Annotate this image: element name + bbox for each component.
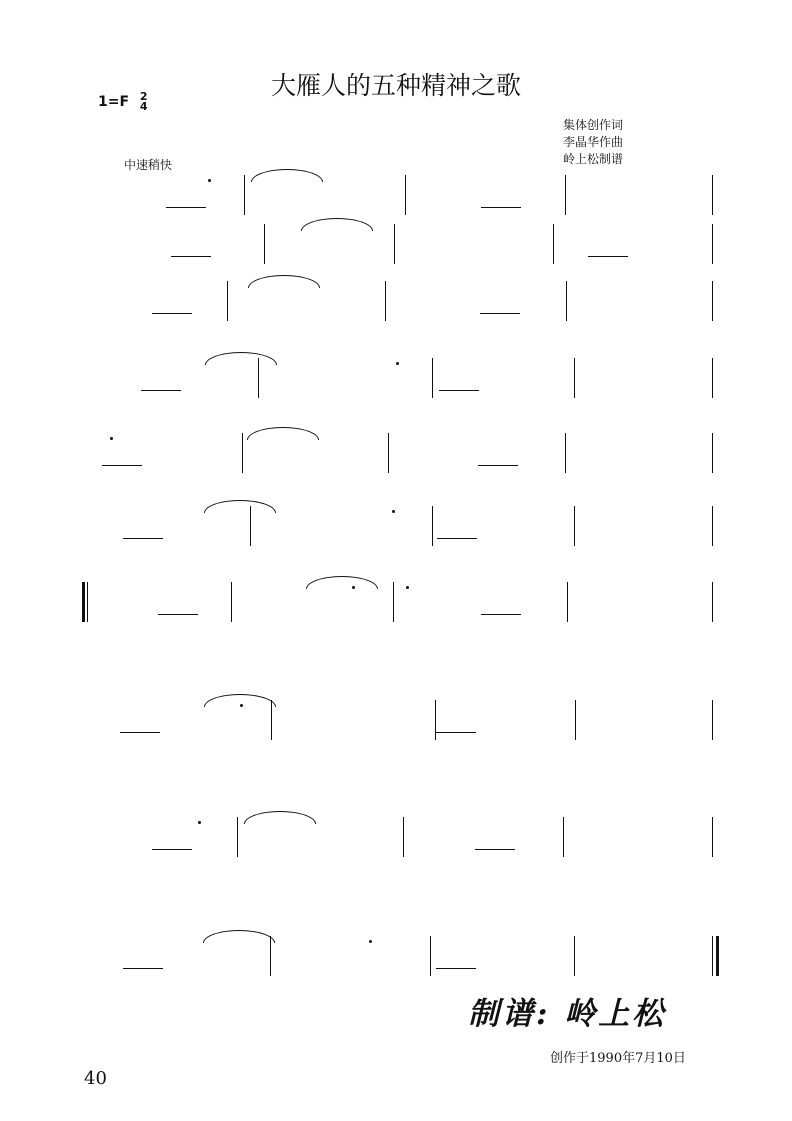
composer-credit: 李晶华作曲 — [563, 135, 624, 149]
bar-line — [385, 281, 386, 321]
bar-line — [432, 506, 433, 546]
rhythm-underline — [171, 256, 211, 257]
rhythm-underline — [141, 390, 181, 391]
bar-line — [712, 175, 713, 215]
slur — [205, 352, 277, 365]
slur — [204, 500, 276, 513]
bar-line — [405, 175, 406, 215]
bar-line — [712, 433, 713, 473]
octave-dot — [396, 362, 399, 365]
bar-line — [712, 817, 713, 857]
bar-line — [712, 224, 713, 264]
slur — [248, 275, 320, 288]
octave-dot — [240, 704, 243, 707]
bar-line — [432, 358, 433, 398]
rhythm-underline — [102, 465, 142, 466]
bar-line — [567, 582, 568, 622]
slur — [301, 218, 373, 231]
octave-dot — [208, 179, 211, 182]
slur — [203, 930, 275, 943]
bar-line — [563, 817, 564, 857]
bar-line — [242, 433, 243, 473]
composition-date: 创作于1990年7月10日 — [550, 1051, 686, 1066]
rhythm-underline — [152, 313, 192, 314]
rhythm-underline — [123, 538, 163, 539]
octave-dot — [198, 821, 201, 824]
bar-line — [574, 506, 575, 546]
rhythm-underline — [475, 849, 515, 850]
rhythm-underline — [481, 614, 521, 615]
bar-line — [565, 175, 566, 215]
repeat-bar-thick — [82, 582, 85, 622]
octave-dot — [406, 586, 409, 589]
rhythm-underline — [158, 614, 198, 615]
lyricist-credit: 集体创作词 — [563, 118, 624, 132]
bar-line — [566, 281, 567, 321]
bar-line — [227, 281, 228, 321]
bar-line — [712, 358, 713, 398]
rhythm-underline — [481, 207, 521, 208]
bar-line — [553, 224, 554, 264]
rhythm-underline — [436, 732, 476, 733]
bar-line — [231, 582, 232, 622]
rhythm-underline — [123, 968, 163, 969]
rhythm-underline — [120, 732, 160, 733]
slur — [251, 169, 323, 182]
time-signature: 2 4 — [139, 90, 148, 113]
rhythm-underline — [437, 538, 477, 539]
slur — [306, 576, 378, 589]
bar-line — [264, 224, 265, 264]
bar-line — [388, 433, 389, 473]
engraver-credit: 岭上松制谱 — [563, 152, 624, 166]
rhythm-underline — [480, 313, 520, 314]
rhythm-underline — [152, 849, 192, 850]
engraver-stamp: 制谱: 岭上松 — [468, 996, 667, 1032]
bar-line — [393, 582, 394, 622]
bar-line — [575, 700, 576, 740]
repeat-bar-end — [716, 936, 719, 976]
octave-dot — [352, 586, 355, 589]
bar-line — [574, 936, 575, 976]
bar-line — [403, 817, 404, 857]
song-title: 大雁人的五种精神之歌 — [270, 71, 521, 100]
slur — [247, 427, 319, 440]
rhythm-underline — [436, 968, 476, 969]
octave-dot — [392, 510, 395, 513]
rhythm-underline — [439, 390, 479, 391]
bar-line — [565, 433, 566, 473]
repeat-bar — [87, 582, 88, 622]
slur — [244, 811, 316, 824]
bar-line — [574, 358, 575, 398]
rhythm-underline — [166, 207, 206, 208]
bar-line — [430, 936, 431, 976]
tempo-marking: 中速稍快 — [124, 158, 173, 172]
bar-line — [435, 700, 436, 740]
key-signature: 1=F 2 4 — [98, 90, 148, 113]
rhythm-underline — [588, 256, 628, 257]
bar-line — [712, 281, 713, 321]
bar-line — [712, 506, 713, 546]
bar-line — [712, 700, 713, 740]
octave-dot — [369, 940, 372, 943]
rhythm-underline — [478, 465, 518, 466]
page-number: 40 — [84, 1068, 107, 1089]
bar-line — [712, 936, 713, 976]
bar-line — [237, 817, 238, 857]
bar-line — [712, 582, 713, 622]
bar-line — [244, 175, 245, 215]
bar-line — [394, 224, 395, 264]
octave-dot — [110, 437, 113, 440]
